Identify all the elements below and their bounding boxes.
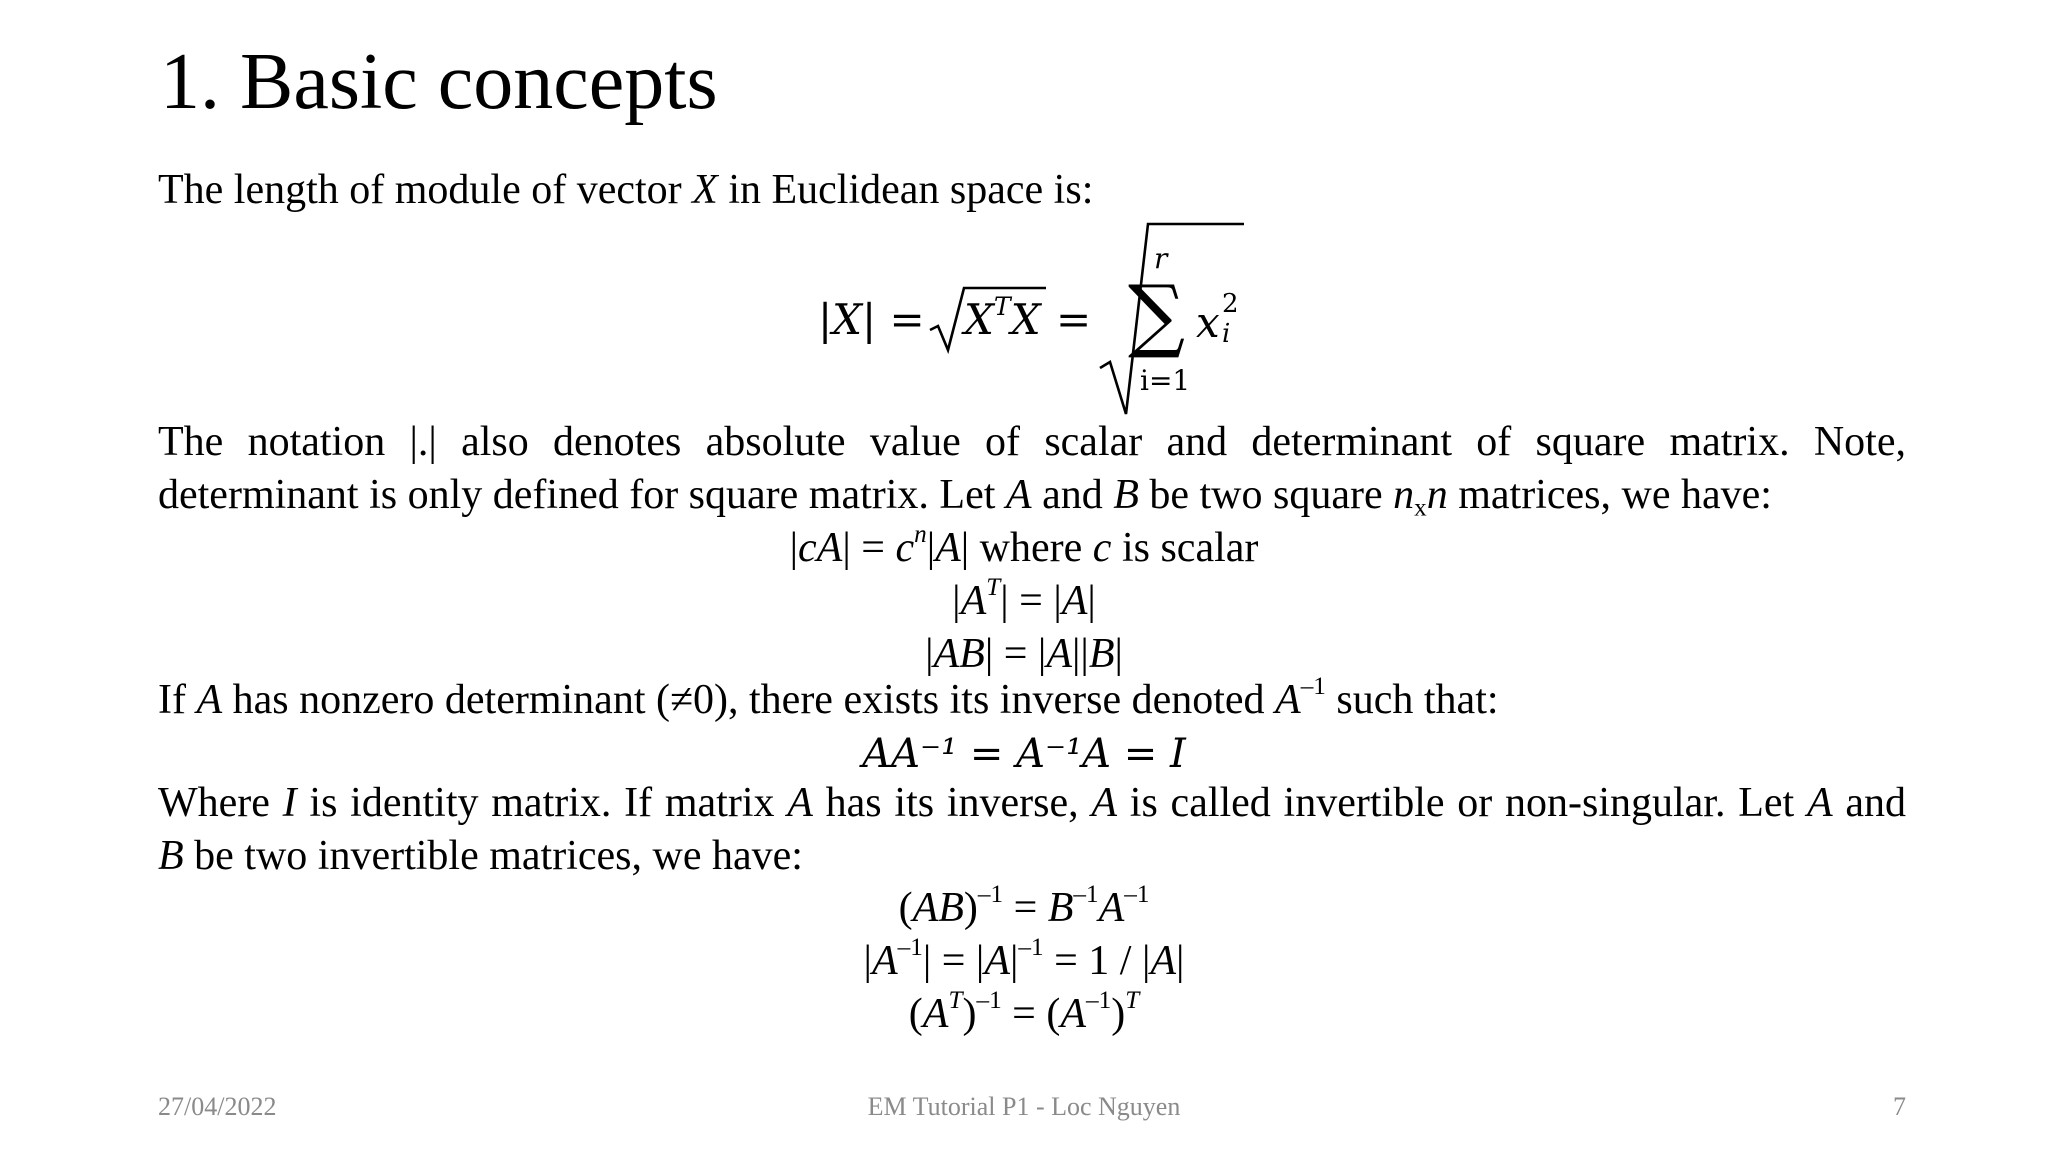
sqrt-content: $X^TX$ xyxy=(964,292,1041,344)
sum-term-sub: i xyxy=(1222,319,1231,349)
equation-scalar-determinant: $|cA| = c^n|A|$ where c is scalar xyxy=(789,521,1259,571)
equation-product-determinant: |AB| = |A||B| xyxy=(925,631,1123,677)
equation-transpose-inverse: $(A^T)^{-1} = (A^{-1})^T$ xyxy=(908,987,1140,1037)
footer-page-number: 7 xyxy=(1893,1092,1906,1121)
equation-vector-norm xyxy=(0,0,2048,430)
paragraph-determinant: The notation |.| also denotes absolute value of scalar and determinant of square matrix. Note, determinant is only defined for square matrix. Let A and B be two square $n_xn$ matrices, we have: xyxy=(158,419,1906,522)
norm-equals: = xyxy=(1056,295,1092,344)
sum-lower-limit: i=1 xyxy=(1140,364,1191,397)
equation-inverse-identity: AA⁻¹ = A⁻¹A = I xyxy=(862,731,1186,777)
norm-lhs: |X| = xyxy=(818,295,925,344)
sum-term-sup: 2 xyxy=(1222,289,1239,319)
sum-upper-limit: r xyxy=(1154,242,1168,275)
paragraph-inverse: If A has nonzero determinant (≠0), there exists its inverse denoted $A^{-1}$ such that: xyxy=(158,673,1499,723)
equation-product-inverse: $(AB)^{-1} = B^{-1}A^{-1}$ xyxy=(898,881,1150,931)
summation-icon: ∑ xyxy=(1128,268,1186,361)
footer-title: EM Tutorial P1 - Loc Nguyen xyxy=(867,1092,1181,1121)
paragraph-invertible: Where I is identity matrix. If matrix A has its inverse, A is called invertible or non-singular. Let A and B be two invertible matrices, we have: xyxy=(158,780,1907,879)
sum-term: x xyxy=(1196,298,1220,347)
equation-inverse-determinant: $|A^{-1}| = |A|^{-1} = 1 / |A|$ xyxy=(863,934,1185,984)
equation-transpose-determinant: $|A^T| = |A|$ xyxy=(952,574,1096,624)
paragraph-vector-length: The length of module of vector X in Euclidean space is: xyxy=(158,167,1094,213)
slide-title: 1. Basic concepts xyxy=(160,38,718,126)
footer-date: 27/04/2022 xyxy=(158,1092,277,1121)
